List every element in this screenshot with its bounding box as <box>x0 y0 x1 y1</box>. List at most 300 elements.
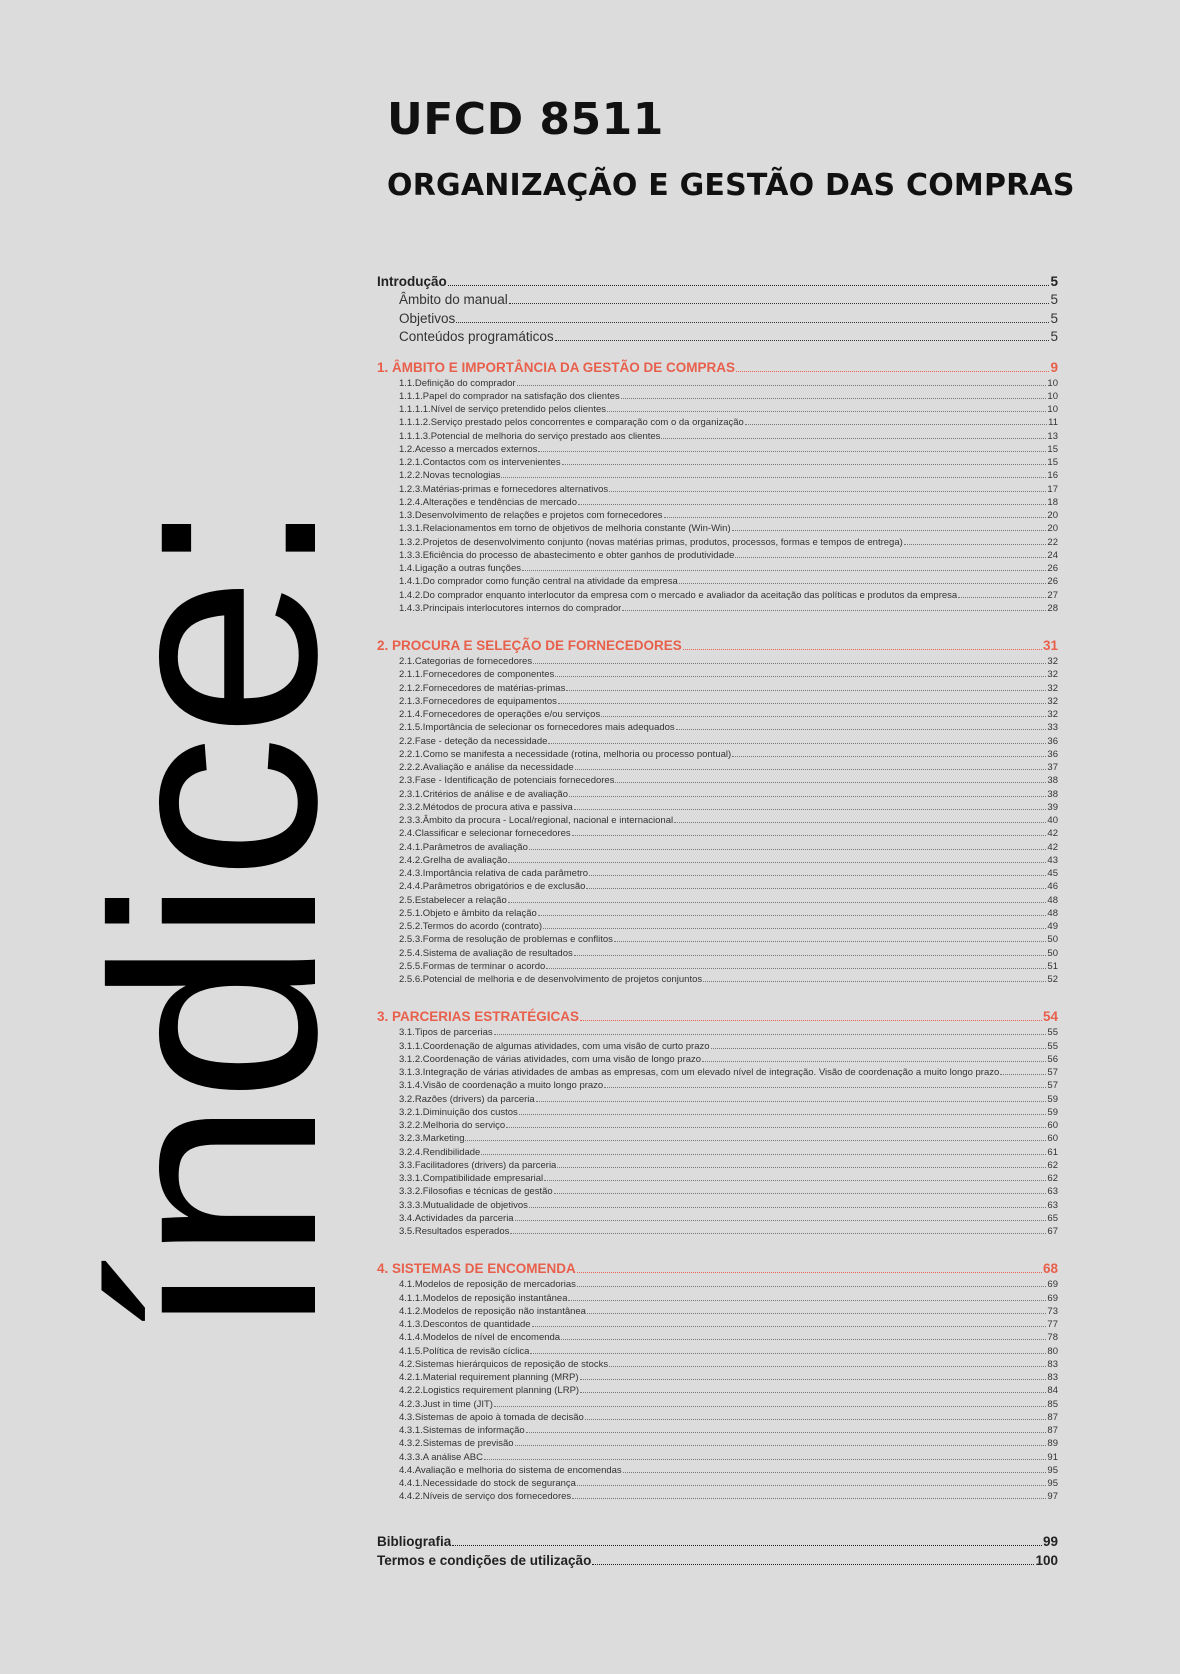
toc-entry[interactable] <box>377 1305 1058 1318</box>
toc-entry[interactable] <box>377 483 1058 496</box>
toc-entry[interactable] <box>377 695 1058 708</box>
toc-entry-page-number: 28 <box>1047 602 1058 614</box>
toc-entry-title: 2.2.2.Avaliação e análise da necessidade <box>399 762 574 773</box>
toc-entry-end[interactable] <box>377 1551 1058 1570</box>
dot-leader <box>585 1412 1047 1420</box>
dot-leader <box>448 274 1050 286</box>
toc-entry[interactable] <box>377 456 1058 469</box>
toc-entry-title: 4.2.1.Material requirement planning (MRP) <box>399 1372 579 1383</box>
dot-leader <box>558 696 1047 704</box>
toc-entry-intro-sub-page-number: 5 <box>1050 329 1058 344</box>
toc-entry-title: 2.4.Classificar e selecionar fornecedores <box>399 828 571 840</box>
toc-entry[interactable] <box>377 668 1058 681</box>
toc-entry[interactable] <box>377 416 1058 429</box>
toc-entry-intro-sub-title: Conteúdos programáticos <box>399 329 554 344</box>
toc-entry[interactable] <box>377 1398 1058 1411</box>
toc-entry-page-number: 22 <box>1047 536 1058 548</box>
toc-entry-title: 3.2.2.Melhoria do serviço <box>399 1120 506 1131</box>
toc-entry[interactable] <box>377 841 1058 854</box>
dot-leader <box>481 1146 1046 1154</box>
toc-entry-page-number: 56 <box>1047 1053 1058 1065</box>
toc-entry[interactable] <box>377 469 1058 482</box>
toc-chapter-heading[interactable] <box>377 636 1058 655</box>
toc-entry-page-number: 15 <box>1047 443 1058 455</box>
toc-entry-title: 1.3.3.Eficiência do processo de abastecimento e obter ganhos de produtividade <box>399 549 735 561</box>
toc-entry[interactable] <box>377 1079 1058 1092</box>
toc-chapter-heading-title: 4. SISTEMAS DE ENCOMENDA <box>377 1261 576 1277</box>
toc-entry[interactable] <box>377 748 1058 761</box>
toc-entry-page-number: 39 <box>1047 801 1058 813</box>
toc-entry[interactable] <box>377 1424 1058 1437</box>
toc-entry-page-number: 63 <box>1047 1199 1058 1211</box>
toc-entry[interactable] <box>377 973 1058 986</box>
toc-entry[interactable] <box>377 655 1058 668</box>
dot-leader <box>578 497 1046 505</box>
toc-entry[interactable] <box>377 377 1058 390</box>
toc-entry[interactable] <box>377 801 1058 814</box>
toc-entry[interactable] <box>377 1106 1058 1119</box>
toc-entry[interactable] <box>377 735 1058 748</box>
toc-entry[interactable] <box>377 1159 1058 1172</box>
toc-entry[interactable] <box>377 774 1058 787</box>
toc-entry-page-number: 69 <box>1047 1292 1058 1304</box>
dot-leader <box>735 550 1046 558</box>
toc-entry-intro-sub[interactable] <box>377 310 1058 329</box>
dot-leader <box>555 329 1050 341</box>
dot-leader <box>508 894 1047 902</box>
toc-entry-title: 2.1.3.Fornecedores de equipamentos <box>399 695 557 707</box>
toc-entry-title: 4.4.Avaliação e melhoria do sistema de encomendas <box>399 1464 622 1476</box>
toc-chapter-heading-title: 2. PROCURA E SELEÇÃO DE FORNECEDORES <box>377 638 682 653</box>
toc-entry[interactable] <box>377 390 1058 403</box>
toc-entry-title: 1.3.Desenvolvimento de relações e projetos com fornecedores <box>399 510 663 521</box>
dot-leader <box>501 470 1046 478</box>
dot-leader <box>623 1465 1047 1473</box>
toc-entry-end[interactable] <box>377 1532 1058 1551</box>
toc-entry-page-number: 24 <box>1047 549 1058 561</box>
dot-leader <box>664 510 1047 518</box>
toc-entry-page-number: 36 <box>1047 735 1058 747</box>
toc-entry-title: 1.1.1.2.Serviço prestado pelos concorrentes e comparação com o da organização <box>399 417 744 429</box>
toc-entry-title: 1.4.1.Do comprador como função central na atividade da empresa <box>399 576 678 588</box>
toc-entry[interactable] <box>377 1477 1058 1490</box>
toc-entry[interactable] <box>377 1132 1058 1145</box>
toc-entry[interactable] <box>377 761 1058 774</box>
dot-leader <box>683 638 1042 650</box>
dot-leader <box>452 1534 1042 1546</box>
toc-entry[interactable] <box>377 443 1058 456</box>
toc-entry[interactable] <box>377 1331 1058 1344</box>
toc-entry-page-number: 10 <box>1047 404 1058 415</box>
toc-entry[interactable] <box>377 562 1058 575</box>
toc-entry[interactable] <box>377 1026 1058 1039</box>
toc-entry[interactable] <box>377 708 1058 721</box>
toc-entry-title: 1.1.1.1.Nível de serviço pretendido pelos clientes <box>399 404 607 415</box>
dot-leader <box>529 841 1047 849</box>
toc-entry[interactable] <box>377 1185 1058 1198</box>
dot-leader <box>532 1319 1047 1327</box>
toc-entry-title: 1.2.1.Contactos com os intervenientes <box>399 457 561 468</box>
dot-leader <box>621 391 1047 399</box>
toc-entry[interactable] <box>377 496 1058 509</box>
dot-leader <box>515 1438 1047 1446</box>
toc-entry-page-number: 87 <box>1047 1425 1058 1436</box>
toc-entry[interactable] <box>377 1318 1058 1331</box>
toc-entry-page-number: 59 <box>1047 1093 1058 1105</box>
toc-entry-page-number: 85 <box>1047 1398 1058 1410</box>
toc-entry-title: 3.1.2.Coordenação de várias atividades, com uma visão de longo prazo <box>399 1053 702 1065</box>
toc-entry[interactable] <box>377 1146 1058 1159</box>
course-code-title: UFCD 8511 <box>387 94 664 145</box>
toc-entry-introduction-title: Introdução <box>377 274 447 289</box>
toc-entry[interactable] <box>377 721 1058 734</box>
toc-entry-end-page-number: 99 <box>1042 1533 1058 1549</box>
dot-leader <box>509 292 1050 304</box>
dot-leader <box>904 536 1047 544</box>
toc-entry-title: 3.3.2.Filosofias e técnicas de gestão <box>399 1186 553 1198</box>
toc-entry-page-number: 36 <box>1047 748 1058 760</box>
toc-entry[interactable] <box>377 1464 1058 1477</box>
toc-entry-end-title: Termos e condições de utilização <box>377 1552 592 1568</box>
toc-entry-title: 4.2.3.Just in time (JIT) <box>399 1398 493 1410</box>
toc-entry-title: 2.5.4.Sistema de avaliação de resultados <box>399 947 573 959</box>
toc-entry-page-number: 18 <box>1047 496 1058 508</box>
toc-entry-page-number: 48 <box>1047 894 1058 906</box>
dot-leader <box>615 775 1046 783</box>
dot-leader <box>577 1261 1042 1273</box>
toc-entry-title: 3.1.3.Integração de várias atividades de ambas as empresas, com um elevado nível de integração. Visão de coordenação a muito longo prazo <box>399 1067 1000 1078</box>
dot-leader <box>569 788 1046 796</box>
toc-entry-page-number: 95 <box>1047 1478 1058 1489</box>
toc-entry-title: 2.3.3.Âmbito da procura - Local/regional, nacional e internacional <box>399 815 674 826</box>
dot-leader <box>604 1080 1046 1088</box>
dot-leader <box>572 1491 1046 1499</box>
toc-entry-introduction-page-number: 5 <box>1050 274 1058 289</box>
dot-leader <box>679 576 1047 584</box>
toc-entry[interactable] <box>377 1199 1058 1212</box>
toc-entry-page-number: 10 <box>1047 390 1058 402</box>
dot-leader <box>661 430 1046 438</box>
toc-entry-title: 4.1.3.Descontos de quantidade <box>399 1319 531 1330</box>
toc-entry-page-number: 65 <box>1047 1212 1058 1224</box>
toc-entry-page-number: 95 <box>1047 1464 1058 1476</box>
toc-entry-page-number: 78 <box>1047 1332 1058 1344</box>
toc-entry[interactable] <box>377 788 1058 801</box>
toc-entry[interactable] <box>377 1384 1058 1397</box>
toc-entry[interactable] <box>377 1066 1058 1079</box>
toc-entry-page-number: 48 <box>1047 907 1058 919</box>
toc-entry[interactable] <box>377 933 1058 946</box>
toc-entry[interactable] <box>377 1053 1058 1066</box>
toc-entry[interactable] <box>377 1212 1058 1225</box>
dot-leader <box>456 311 1049 323</box>
dot-leader <box>609 1359 1046 1367</box>
dot-leader <box>566 682 1046 690</box>
toc-entry-title: 4.4.1.Necessidade do stock de segurança <box>399 1478 576 1489</box>
toc-entry[interactable] <box>377 1371 1058 1384</box>
dot-leader <box>544 1173 1046 1181</box>
toc-entry[interactable] <box>377 867 1058 880</box>
dot-leader <box>510 1226 1046 1234</box>
toc-entry[interactable] <box>377 827 1058 840</box>
toc-entry-title: 1.2.4.Alterações e tendências de mercado <box>399 496 577 508</box>
toc-entry-page-number: 60 <box>1047 1120 1058 1131</box>
toc-entry-intro-sub[interactable] <box>377 291 1058 310</box>
toc-entry-title: 2.3.Fase - Identificação de potenciais fornecedores <box>399 775 615 787</box>
toc-entry-page-number: 15 <box>1047 457 1058 468</box>
dot-leader <box>577 1478 1047 1486</box>
toc-entry-title: 2.4.2.Grelha de avaliação <box>399 854 508 866</box>
toc-entry[interactable] <box>377 854 1058 867</box>
toc-entry-title: 2.4.1.Parâmetros de avaliação <box>399 841 528 853</box>
toc-entry-end-page-number: 100 <box>1035 1552 1058 1568</box>
toc-entry-title: 1.1.1.Papel do comprador na satisfação dos clientes <box>399 390 620 402</box>
toc-entry-page-number: 49 <box>1047 921 1058 932</box>
toc-entry[interactable] <box>377 1411 1058 1424</box>
toc-entry-page-number: 83 <box>1047 1372 1058 1383</box>
toc-entry[interactable] <box>377 907 1058 920</box>
dot-leader <box>614 934 1047 942</box>
toc-entry[interactable] <box>377 1437 1058 1450</box>
dot-leader <box>580 1385 1046 1393</box>
dot-leader <box>703 974 1046 982</box>
dot-leader <box>517 377 1047 385</box>
dot-leader <box>1000 1067 1046 1075</box>
toc-entry-page-number: 60 <box>1047 1133 1058 1145</box>
toc-chapter-heading[interactable] <box>377 1259 1058 1278</box>
toc-entry-page-number: 46 <box>1047 881 1058 893</box>
toc-entry-title: 3.5.Resultados esperados <box>399 1226 510 1237</box>
dot-leader <box>607 404 1046 412</box>
toc-chapter-heading[interactable] <box>377 1007 1058 1026</box>
toc-entry[interactable] <box>377 1451 1058 1464</box>
toc-entry[interactable] <box>377 814 1058 827</box>
toc-entry-introduction[interactable] <box>377 272 1058 291</box>
toc-entry-page-number: 42 <box>1047 828 1058 840</box>
toc-entry[interactable] <box>377 947 1058 960</box>
toc-entry-page-number: 32 <box>1047 669 1058 681</box>
dot-leader <box>522 563 1046 571</box>
toc-entry[interactable] <box>377 575 1058 588</box>
toc-entry-intro-sub-page-number: 5 <box>1050 310 1058 326</box>
toc-entry[interactable] <box>377 509 1058 522</box>
dot-leader <box>587 1306 1046 1314</box>
dot-leader <box>589 868 1046 876</box>
toc-entry-title: 3.4.Actividades da parceria <box>399 1212 514 1224</box>
toc-entry-title: 2.5.Estabelecer a relação <box>399 894 507 906</box>
dot-leader <box>530 1345 1046 1353</box>
side-heading <box>53 499 377 1350</box>
toc-entry-page-number: 59 <box>1047 1106 1058 1118</box>
dot-leader <box>577 1279 1047 1287</box>
toc-entry-title: 1.3.2.Projetos de desenvolvimento conjunto (novas matérias primas, produtos, processos, formas e tempos de entrega) <box>399 536 903 548</box>
toc-entry-end-title: Bibliografia <box>377 1533 452 1549</box>
toc-entry-title: 4.3.3.A análise ABC <box>399 1451 483 1463</box>
toc-entry-title: 4.2.Sistemas hierárquicos de reposição de stocks <box>399 1358 609 1370</box>
toc-entry[interactable] <box>377 549 1058 562</box>
toc-entry-title: 3.3.1.Compatibilidade empresarial <box>399 1173 544 1184</box>
dot-leader <box>538 444 1046 452</box>
toc-entry-page-number: 61 <box>1047 1146 1058 1158</box>
toc-entry-title: 2.2.1.Como se manifesta a necessidade (rotina, melhoria ou processo pontual) <box>399 748 732 760</box>
toc-entry-page-number: 45 <box>1047 868 1058 879</box>
toc-entry[interactable] <box>377 403 1058 416</box>
toc-entry-title: 2.5.5.Formas de terminar o acordo <box>399 960 546 972</box>
dot-leader <box>575 762 1047 770</box>
toc-entry[interactable] <box>377 536 1058 549</box>
dot-leader <box>508 855 1046 863</box>
dot-leader <box>674 815 1046 823</box>
toc-entry-page-number: 43 <box>1047 854 1058 866</box>
toc-entry-title: 4.3.2.Sistemas de previsão <box>399 1438 514 1450</box>
toc-entry-title: 1.1.1.3.Potencial de melhoria do serviço prestado aos clientes <box>399 430 661 442</box>
toc-entry-page-number: 89 <box>1047 1438 1058 1450</box>
dot-leader <box>732 523 1047 531</box>
dot-leader <box>557 1160 1046 1168</box>
toc-entry-title: 3.2.3.Marketing <box>399 1133 465 1145</box>
toc-chapter-heading-page-number: 9 <box>1050 359 1058 375</box>
toc-chapter-heading-title: 1. ÂMBITO E IMPORTÂNCIA DA GESTÃO DE COMPRAS <box>377 359 736 375</box>
toc-entry[interactable] <box>377 1093 1058 1106</box>
side-heading-text: índice: <box>53 499 377 1340</box>
toc-entry-page-number: 55 <box>1047 1040 1058 1052</box>
dot-leader <box>515 1213 1047 1221</box>
dot-leader <box>533 656 1046 664</box>
dot-leader <box>676 722 1047 730</box>
dot-leader <box>536 1093 1047 1101</box>
dot-leader <box>529 1199 1047 1207</box>
toc-entry[interactable] <box>377 1345 1058 1358</box>
dot-leader <box>711 1040 1047 1048</box>
toc-entry-page-number: 83 <box>1047 1358 1058 1370</box>
toc-entry-title: 1.3.1.Relacionamentos em torno de objetivos de melhoria constante (Win-Win) <box>399 523 731 535</box>
toc-entry-title: 4.2.2.Logistics requirement planning (LRP) <box>399 1385 580 1397</box>
toc-entry[interactable] <box>377 960 1058 973</box>
toc-entry[interactable] <box>377 602 1058 615</box>
dot-leader <box>580 1372 1047 1380</box>
toc-entry-title: 2.4.3.Importância relativa de cada parâmetro <box>399 868 589 879</box>
toc-entry-page-number: 97 <box>1047 1491 1058 1503</box>
dot-leader <box>548 735 1046 743</box>
dot-leader <box>546 961 1046 969</box>
dot-leader <box>702 1054 1046 1062</box>
toc-entry-page-number: 84 <box>1047 1385 1058 1397</box>
toc-entry[interactable] <box>377 880 1058 893</box>
dot-leader <box>592 1553 1034 1565</box>
toc-entry-page-number: 26 <box>1047 563 1058 574</box>
toc-entry-title: 2.5.1.Objeto e âmbito da relação <box>399 907 537 919</box>
toc-entry[interactable] <box>377 894 1058 907</box>
dot-leader <box>465 1133 1046 1141</box>
toc-entry-intro-sub-title: Objetivos <box>399 310 456 326</box>
toc-entry-title: 2.1.2.Fornecedores de matérias-primas <box>399 682 566 694</box>
toc-entry-title: 2.1.1.Fornecedores de componentes <box>399 669 555 681</box>
toc-entry-page-number: 32 <box>1047 656 1058 667</box>
dot-leader <box>580 1009 1042 1021</box>
dot-leader <box>745 417 1047 425</box>
toc-entry-page-number: 17 <box>1047 483 1058 495</box>
toc-entry-page-number: 52 <box>1047 974 1058 985</box>
toc-entry-page-number: 32 <box>1047 695 1058 707</box>
toc-entry-page-number: 38 <box>1047 788 1058 800</box>
toc-entry[interactable] <box>377 1040 1058 1053</box>
toc-entry-intro-sub-title: Âmbito do manual <box>399 292 508 307</box>
toc-entry-page-number: 40 <box>1047 815 1058 826</box>
toc-entry[interactable] <box>377 682 1058 695</box>
toc-chapter-heading-page-number: 54 <box>1042 1009 1058 1025</box>
toc-entry-title: 2.1.4.Fornecedores de operações e/ou serviços <box>399 709 601 720</box>
toc-entry-page-number: 42 <box>1047 841 1058 853</box>
toc-entry-title: 1.1.Definição do comprador <box>399 377 516 389</box>
toc-entry-title: 3.2.1.Diminuição dos custos <box>399 1106 518 1118</box>
toc-entry[interactable] <box>377 920 1058 933</box>
toc-entry-title: 2.5.3.Forma de resolução de problemas e conflitos <box>399 934 613 946</box>
toc-chapter-heading[interactable] <box>377 358 1058 377</box>
dot-leader <box>555 669 1046 677</box>
toc-entry-title: 3.1.4.Visão de coordenação a muito longo prazo <box>399 1080 604 1092</box>
toc-entry-page-number: 50 <box>1047 934 1058 946</box>
toc-entry-title: 4.4.2.Níveis de serviço dos fornecedores <box>399 1491 572 1503</box>
toc-entry-page-number: 91 <box>1047 1451 1058 1463</box>
toc-entry-page-number: 51 <box>1047 960 1058 972</box>
toc-entry-page-number: 37 <box>1047 762 1058 773</box>
dot-leader <box>554 1186 1047 1194</box>
toc-entry-page-number: 87 <box>1047 1411 1058 1423</box>
toc-entry-title: 3.2.Razões (drivers) da parceria <box>399 1093 535 1105</box>
toc-entry[interactable] <box>377 589 1058 602</box>
toc-entry-title: 2.3.2.Métodos de procura ativa e passiva <box>399 801 573 813</box>
toc-entry-page-number: 33 <box>1047 722 1058 734</box>
toc-entry-intro-sub-page-number: 5 <box>1050 292 1058 307</box>
toc-entry-page-number: 67 <box>1047 1226 1058 1237</box>
toc-entry-title: 2.3.1.Critérios de análise e de avaliação <box>399 788 568 800</box>
toc-entry-page-number: 32 <box>1047 709 1058 720</box>
dot-leader <box>526 1425 1047 1433</box>
toc-entry[interactable] <box>377 1172 1058 1185</box>
dot-leader <box>494 1398 1046 1406</box>
toc-entry-title: 2.4.4.Parâmetros obrigatórios e de exclusão <box>399 881 586 893</box>
toc-entry-title: 4.3.1.Sistemas de informação <box>399 1425 525 1436</box>
toc-entry[interactable] <box>377 522 1058 535</box>
toc-entry[interactable] <box>377 1225 1058 1238</box>
dot-leader <box>568 1292 1046 1300</box>
toc-entry-page-number: 62 <box>1047 1173 1058 1184</box>
dot-leader <box>543 921 1046 929</box>
toc-entry-page-number: 57 <box>1047 1080 1058 1092</box>
toc-entry[interactable] <box>377 1490 1058 1503</box>
course-subtitle: ORGANIZAÇÃO E GESTÃO DAS COMPRAS <box>387 168 1075 203</box>
toc-entry-title: 4.1.1.Modelos de reposição instantânea <box>399 1292 568 1304</box>
toc-entry-page-number: 73 <box>1047 1305 1058 1317</box>
dot-leader <box>506 1120 1046 1128</box>
toc-entry-title: 4.3.Sistemas de apoio à tomada de decisão <box>399 1411 584 1423</box>
toc-entry-intro-sub[interactable] <box>377 328 1058 347</box>
toc-chapter-heading-title: 3. PARCERIAS ESTRATÉGICAS <box>377 1009 580 1025</box>
toc-entry[interactable] <box>377 1358 1058 1371</box>
toc-entry[interactable] <box>377 430 1058 443</box>
toc-entry[interactable] <box>377 1292 1058 1305</box>
toc-entry-title: 2.5.2.Termos do acordo (contrato) <box>399 921 543 932</box>
dot-leader <box>732 749 1046 757</box>
toc-entry-title: 3.2.4.Rendibilidade <box>399 1146 481 1158</box>
toc-entry[interactable] <box>377 1278 1058 1291</box>
toc-entry[interactable] <box>377 1119 1058 1132</box>
toc-entry-title: 1.4.Ligação a outras funções <box>399 563 522 574</box>
toc-chapter-heading-page-number: 31 <box>1042 638 1058 653</box>
toc-entry-title: 1.2.Acesso a mercados externos <box>399 443 538 455</box>
dot-leader <box>562 457 1047 465</box>
toc-entry-title: 4.1.2.Modelos de reposição não instantânea <box>399 1305 586 1317</box>
